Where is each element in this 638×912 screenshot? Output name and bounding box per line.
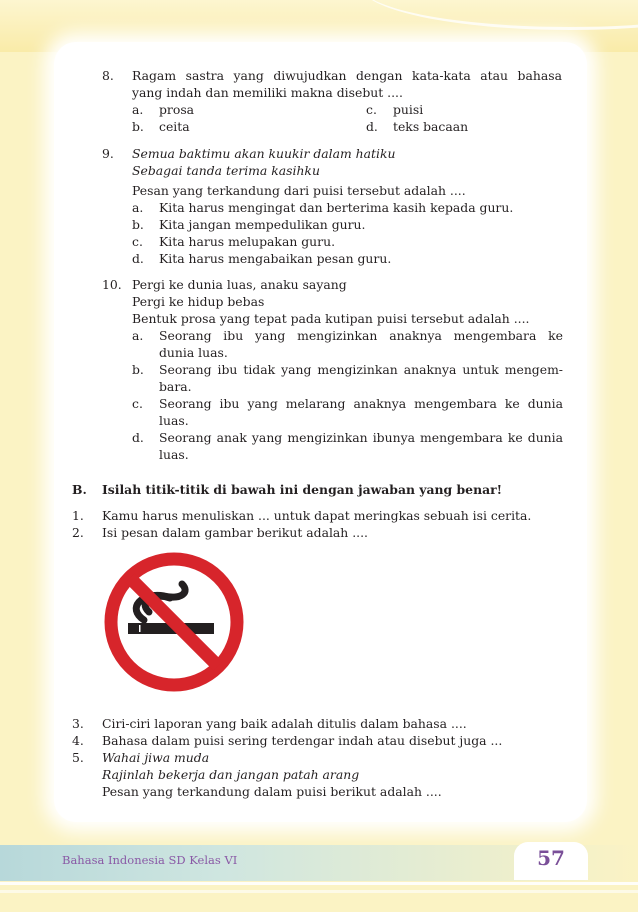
- option-text: prosa: [159, 102, 195, 117]
- option-letter: c.: [366, 102, 377, 117]
- item-5-prompt: Pesan yang terkandung dalam puisi berikut adalah ....: [102, 784, 442, 799]
- item-number: 5.: [72, 750, 84, 765]
- option-text: puisi: [393, 102, 424, 117]
- book-title: Bahasa Indonesia SD Kelas VI: [62, 853, 238, 867]
- question-10-prompt: Bentuk prosa yang tepat pada kutipan puisi tersebut adalah ....: [132, 311, 530, 326]
- option-text: Kita harus mengabaikan pesan guru.: [159, 251, 392, 266]
- page-number: 57: [537, 846, 565, 870]
- option-letter: a.: [132, 328, 144, 343]
- question-8-number: 8.: [102, 68, 114, 83]
- item-number: 2.: [72, 525, 84, 540]
- option-letter: b.: [132, 362, 144, 377]
- item-text: Isi pesan dalam gambar berikut adalah ....: [102, 525, 368, 540]
- section-b-letter: B.: [72, 482, 87, 497]
- question-9-number: 9.: [102, 146, 114, 161]
- option-text: Seorang anak yang mengizinkan ibunya mengembara ke dunia: [159, 430, 563, 445]
- option-text: Kita jangan mempedulikan guru.: [159, 217, 366, 232]
- section-b-heading: Isilah titik-titik di bawah ini dengan jawaban yang benar!: [102, 482, 503, 497]
- item-text: Ciri-ciri laporan yang baik adalah ditulis dalam bahasa ....: [102, 716, 467, 731]
- option-letter: c.: [132, 396, 143, 411]
- question-10-number: 10.: [102, 277, 122, 292]
- option-text: ceita: [159, 119, 190, 134]
- item-number: 3.: [72, 716, 84, 731]
- option-text: Seorang ibu yang mengizinkan anaknya mengembara ke: [159, 328, 563, 343]
- option-text-continued: luas.: [159, 447, 189, 462]
- option-letter: d.: [132, 251, 144, 266]
- option-text: teks bacaan: [393, 119, 469, 134]
- option-text: Kita harus melupakan guru.: [159, 234, 336, 249]
- item-number: 4.: [72, 733, 84, 748]
- option-letter: d.: [132, 430, 144, 445]
- option-letter: a.: [132, 102, 144, 117]
- option-text: Seorang ibu tidak yang mengizinkan anaknya untuk mengem-: [159, 362, 563, 377]
- no-smoking-sign-icon: [102, 550, 246, 694]
- question-9-prompt: Pesan yang terkandung dari puisi tersebut adalah ....: [132, 183, 466, 198]
- option-text: Kita harus mengingat dan berterima kasih kepada guru.: [159, 200, 514, 215]
- item-5-poem-line-2: Rajinlah bekerja dan jangan patah arang: [102, 767, 360, 782]
- option-text-continued: bara.: [159, 379, 192, 394]
- option-letter: d.: [366, 119, 378, 134]
- question-10-poem-line-1: Pergi ke dunia luas, anaku sayang: [132, 277, 347, 292]
- option-text-continued: luas.: [159, 413, 189, 428]
- option-letter: c.: [132, 234, 143, 249]
- question-8-line-2: yang indah dan memiliki makna disebut ....: [132, 85, 403, 100]
- question-9-poem-line-2: Sebagai tanda terima kasihku: [132, 163, 320, 178]
- item-5-poem-line-1: Wahai jiwa muda: [102, 750, 210, 765]
- option-text-continued: dunia luas.: [159, 345, 228, 360]
- item-number: 1.: [72, 508, 84, 523]
- footer-stripe: [0, 882, 638, 885]
- question-10-poem-line-2: Pergi ke hidup bebas: [132, 294, 265, 309]
- item-text: Bahasa dalam puisi sering terdengar indah atau disebut juga ...: [102, 733, 503, 748]
- question-8-line-1: Ragam sastra yang diwujudkan dengan kata-kata atau bahasa: [132, 68, 562, 83]
- footer-stripe: [0, 890, 638, 893]
- option-letter: b.: [132, 217, 144, 232]
- question-9-poem-line-1: Semua baktimu akan kuukir dalam hatiku: [132, 146, 396, 161]
- option-text: Seorang ibu yang melarang anaknya mengembara ke dunia: [159, 396, 563, 411]
- option-letter: a.: [132, 200, 144, 215]
- item-text: Kamu harus menuliskan ... untuk dapat meringkas sebuah isi cerita.: [102, 508, 532, 523]
- option-letter: b.: [132, 119, 144, 134]
